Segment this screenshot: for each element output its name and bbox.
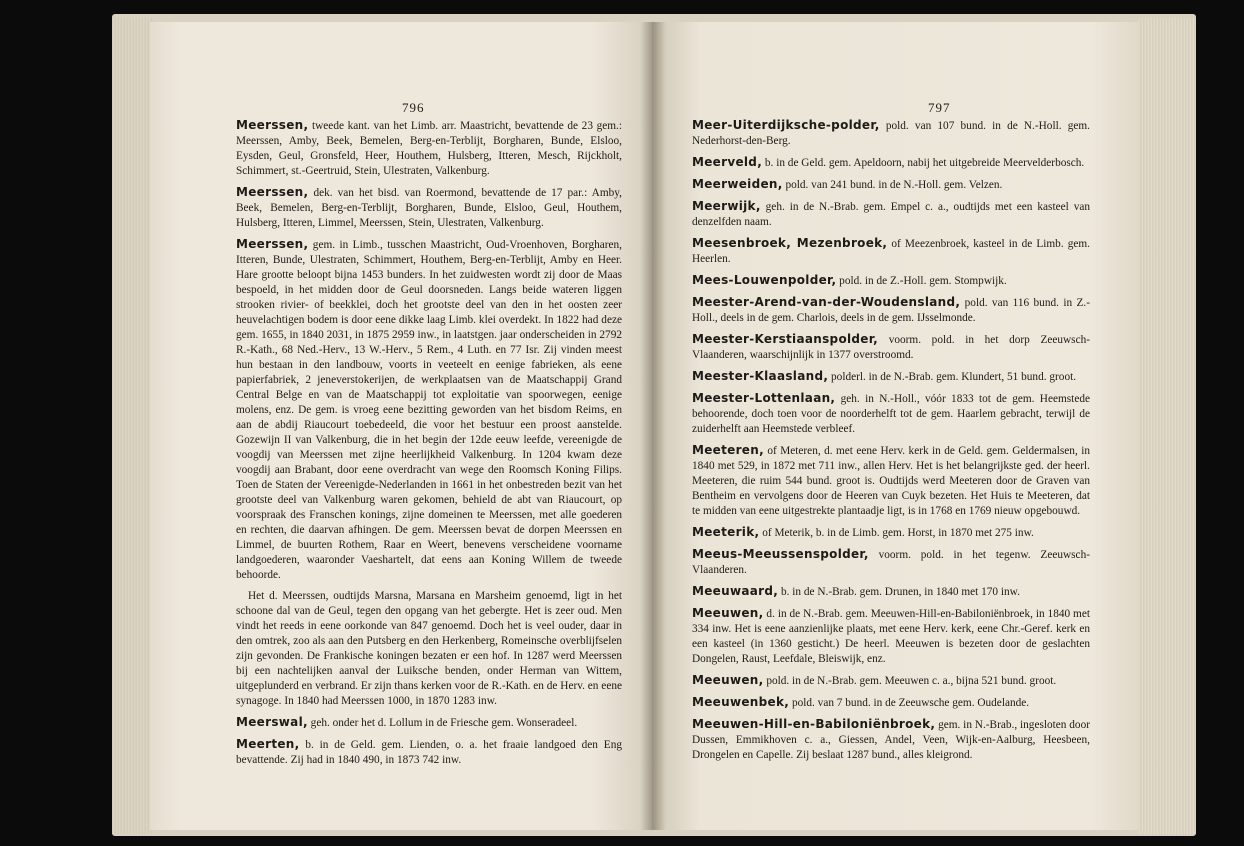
entry-text: gem. in Limb., tusschen Maastricht, Oud-Vroenhoven, Borgharen, Itteren, Bunde, Ulestraten, Schimmert, Houthem, Berg-en-Terblijt, Amby en Heer. Hare grootte beloopt bijna 1453 bunders. In het zuidwesten wordt zij door de Maas bespoeld, in het midden door de Geul doorsneden. Langs beide wateren liggen strooken rivier- of beekklei, doch het grootste deel van den in het oosten zeer heuvelachtigen bodem is door eene dikke laag Limb. klei overdekt. In 1822 had deze gem. 1655, in 1840 2031, in 1875 2959 inw., in laatstgen. jaar onderscheiden in 2792 R.-Kath., 68 Ned.-Herv., 13 W.-Herv., 5 Rem., 4 Luth. en 77 Isr. Zij vinden meest hun bestaan in den landbouw, voorts in veeteelt en eenige fabrieken, als eene papierfabriek, 2 jeneverstokerijen, de werkplaatsen van de Maatschappij Grand Central Belge en van de Maatschappij tot exploitatie van spoorwegen, eenige molens, enz. De gem. is vroeg eene bezitting geworden van het bisdom Reims, en aan de abdij Riaucourt toebedeeld, die voor het bestuur een proost aanstelde. Gozewijn II van Valkenburg, die in het begin der 12de eeuw leefde, vereenigde de voogdij van Meerssen met zijne heerlijkheid Valkenburg. In 1204 kwam deze voogdij aan Brabant, door eene overdracht van wege den Roomsch Koning Filips. Toen de Staten der Vereenigde-Nederlanden in 1661 in het onbestreden bezit van het grootste deel van Valkenburg waren gekomen, behield de abt van Riaucourt, op voorspraak des Franschen konings, zijne domeinen te Meerssen, met alle goederen en rechten, die daarvan afhingen. De gem. Meerssen bevat de dorpen Meerssen en Limmel, de buurten Rothem, Raar en Weert, benevens verscheidene voorname landgoederen, waaronder Vaeshartelt, dat eens aan Koning Willem de tweede behoorde. xyxy=(236,239,623,581)
dictionary-entry xyxy=(692,606,1090,667)
entry-text: polderl. in de N.-Brab. gem. Klundert, 51 bund. groot. xyxy=(831,371,1077,383)
dictionary-entry xyxy=(692,695,1090,711)
dictionary-entry xyxy=(692,547,1090,578)
entry-headword: Meer-Uiterdijksche-polder, xyxy=(692,118,880,132)
entry-headword: Mees-Louwenpolder, xyxy=(692,273,837,287)
right-page-number: 797 xyxy=(928,100,951,115)
entry-headword: Meester-Arend-van-der-Woudensland, xyxy=(692,295,961,309)
left-page-text xyxy=(236,118,622,774)
dictionary-entry xyxy=(692,673,1090,689)
dictionary-entry xyxy=(692,273,1090,289)
entry-text: gem. in N.-Brab., ingesloten door Dussen, Emmikhoven c. a., Giessen, Andel, Veen, Wijk-en-Aalburg, Heesbeen, Drongelen en Capelle. Zij beslaat 1287 bund., alles kleigrond. xyxy=(692,719,1090,761)
entry-headword: Meerssen, xyxy=(236,185,309,199)
entry-text: pold. van 7 bund. in de Zeeuwsche gem. Oudelande. xyxy=(791,697,1030,709)
dictionary-entry xyxy=(692,236,1090,267)
entry-text: of Meezenbroek, kasteel in de Limb. gem. Heerlen. xyxy=(692,238,1090,265)
left-page-edges xyxy=(112,18,152,834)
entry-headword: Meeus-Meeussenspolder, xyxy=(692,547,869,561)
entry-text: geh. in de N.-Brab. gem. Empel c. a., oudtijds met een kasteel van denzelfden naam. xyxy=(692,201,1091,228)
entry-headword: Meerten, xyxy=(236,737,300,751)
entry-headword: Meeteren, xyxy=(692,443,764,457)
entry-headword: Meerweiden, xyxy=(692,177,783,191)
dictionary-entry xyxy=(692,525,1090,541)
dictionary-entry xyxy=(692,118,1090,149)
entry-text: pold. van 116 bund. in Z.-Holl., deels in de gem. Charlois, deels in de gem. IJsselmonde. xyxy=(692,297,1090,324)
dictionary-entry xyxy=(692,155,1090,171)
dictionary-entry xyxy=(236,737,622,768)
dictionary-entry xyxy=(692,295,1090,326)
entry-headword: Meerveld, xyxy=(692,155,763,169)
entry-text: geh. onder het d. Lollum in de Friesche gem. Wonseradeel. xyxy=(310,717,578,729)
book-gutter xyxy=(640,22,666,830)
entry-headword: Meester-Kerstiaanspolder, xyxy=(692,332,879,346)
right-page-edges xyxy=(1138,18,1196,834)
dictionary-entry xyxy=(692,332,1090,363)
entry-headword: Meerssen, xyxy=(236,237,309,251)
entry-text: dek. van het bisd. van Roermond, bevattende de 17 par.: Amby, Beek, Bemelen, Berg-en-Terblijt, Borgharen, Bunde, Elsloo, Geul, Houthem, Hulsberg, Itteren, Limmel, Meerssen, Stein, Ulestraten, Valkenburg. xyxy=(236,187,622,229)
entry-text: pold. in de Z.-Holl. gem. Stompwijk. xyxy=(839,275,1007,287)
entry-headword: Meeuwen, xyxy=(692,673,764,687)
entry-headword: Meeuwaard, xyxy=(692,584,779,598)
entry-headword: Meeuwen-Hill-en-Babiloniënbroek, xyxy=(692,717,936,731)
entry-headword: Meerwijk, xyxy=(692,199,761,213)
dictionary-entry xyxy=(236,185,622,231)
left-page-number: 796 xyxy=(402,100,425,115)
entry-text: b. in de N.-Brab. gem. Drunen, in 1840 met 170 inw. xyxy=(780,586,1020,598)
entry-text: pold. in de N.-Brab. gem. Meeuwen c. a., bijna 521 bund. groot. xyxy=(766,675,1057,687)
dictionary-entry xyxy=(236,237,622,583)
entry-headword: Meesenbroek, Mezenbroek, xyxy=(692,236,888,250)
entry-text: b. in de Geld. gem. Lienden, o. a. het fraaie landgoed den Eng bevattende. Zij had in 1840 490, in 1873 742 inw. xyxy=(236,739,622,766)
entry-headword: Meerswal, xyxy=(236,715,308,729)
dictionary-entry xyxy=(692,391,1090,437)
entry-text: voorm. pold. in het tegenw. Zeeuwsch-Vlaanderen. xyxy=(692,549,1090,576)
dictionary-entry xyxy=(692,443,1090,519)
entry-text: voorm. pold. in het dorp Zeeuwsch-Vlaanderen, waarschijnlijk in 1377 overstroomd. xyxy=(692,334,1091,361)
entry-text: pold. van 241 bund. in de N.-Holl. gem. Velzen. xyxy=(785,179,1003,191)
entry-headword: Meester-Lottenlaan, xyxy=(692,391,836,405)
dictionary-entry xyxy=(692,369,1090,385)
entry-headword: Meeterik, xyxy=(692,525,760,539)
dictionary-entry xyxy=(692,717,1090,763)
entry-text: of Meteren, d. met eene Herv. kerk in de Geld. gem. Geldermalsen, in 1840 met 529, in 1872 met 711 inw., allen Herv. Het is het belangrijkste ged. der heerl. Meeteren, die ruim 544 bund. groot is. Oudtijds werd Meeteren door de Graven van Bentheim en vervolgens door de Heeren van Cuyk bezeten. Het Huis te Meeteren, dat te midden van eene uitgestrekte plantaadje ligt, is in 1768 en 1769 nieuw opgebouwd. xyxy=(692,445,1090,517)
entry-text: tweede kant. van het Limb. arr. Maastricht, bevattende de 23 gem.: Meerssen, Amby, Beek, Bemelen, Berg-en-Terblijt, Borgharen, Bunde, Elsloo, Eysden, Geul, Gronsfeld, Heer, Houthem, Hulsberg, Itteren, Mesch, Rijckholt, Schimmert, st.-Geertruid, Stein, Ulestraten, Valkenburg. xyxy=(236,120,622,177)
dictionary-entry xyxy=(692,584,1090,600)
right-page-text xyxy=(692,118,1090,769)
entry-text: b. in de Geld. gem. Apeldoorn, nabij het uitgebreide Meervelderbosch. xyxy=(764,157,1085,169)
dictionary-entry xyxy=(236,589,622,709)
entry-headword: Meester-Klaasland, xyxy=(692,369,829,383)
open-book xyxy=(112,14,1196,836)
dictionary-entry xyxy=(692,199,1090,230)
entry-text: geh. in N.-Holl., vóór 1833 tot de gem. Heemstede behoorende, doch toen voor de noorderhelft tot de gem. Haarlem gebracht, terwijl de zuiderhelft aan Heemstede verbleef. xyxy=(692,393,1090,435)
dictionary-entry xyxy=(236,118,622,179)
dictionary-entry xyxy=(236,715,622,731)
entry-headword: Meeuwen, xyxy=(692,606,764,620)
entry-text: Het d. Meerssen, oudtijds Marsna, Marsana en Marsheim genoemd, ligt in het schoone dal van de Geul, tegen den opgang van het gebergte. Het is zeer oud. Men vindt het reeds in eene oorkonde van 847 genoemd. Doch het is veel ouder, daar in den omtrek, zoo als aan den Putsberg en den Herkenberg, Romeinsche overblijfselen zijn gevonden. De Frankische koningen bezaten er een hof. In 1287 werd Meerssen bij een nachtelijken aanval der Luiksche benden, onder Herman van Wittem, uitgeplunderd en verbrand. Er zijn thans kerken voor de R.-Kath. en de Herv. en eene synagoge. In 1840 had Meerssen 1000, in 1870 1283 inw. xyxy=(236,590,622,707)
right-page xyxy=(652,22,1140,830)
left-page xyxy=(150,22,652,830)
entry-text: d. in de N.-Brab. gem. Meeuwen-Hill-en-Babiloniënbroek, in 1840 met 334 inw. Het is eene aanzienlijke plaats, met eene Herv. kerk, eene Chr.-Geref. kerk en een kasteel (in 1360 gesticht.) De heerl. Meeuwen is bezeten door de geslachten Dongelen, Raust, Leefdale, Bleiswijk, enz. xyxy=(692,608,1090,665)
entry-text: of Meterik, b. in de Limb. gem. Horst, in 1870 met 275 inw. xyxy=(762,527,1034,539)
entry-text: pold. van 107 bund. in de N.-Holl. gem. Nederhorst-den-Berg. xyxy=(692,120,1090,147)
entry-headword: Meeuwenbek, xyxy=(692,695,790,709)
entry-headword: Meerssen, xyxy=(236,118,309,132)
dictionary-entry xyxy=(692,177,1090,193)
